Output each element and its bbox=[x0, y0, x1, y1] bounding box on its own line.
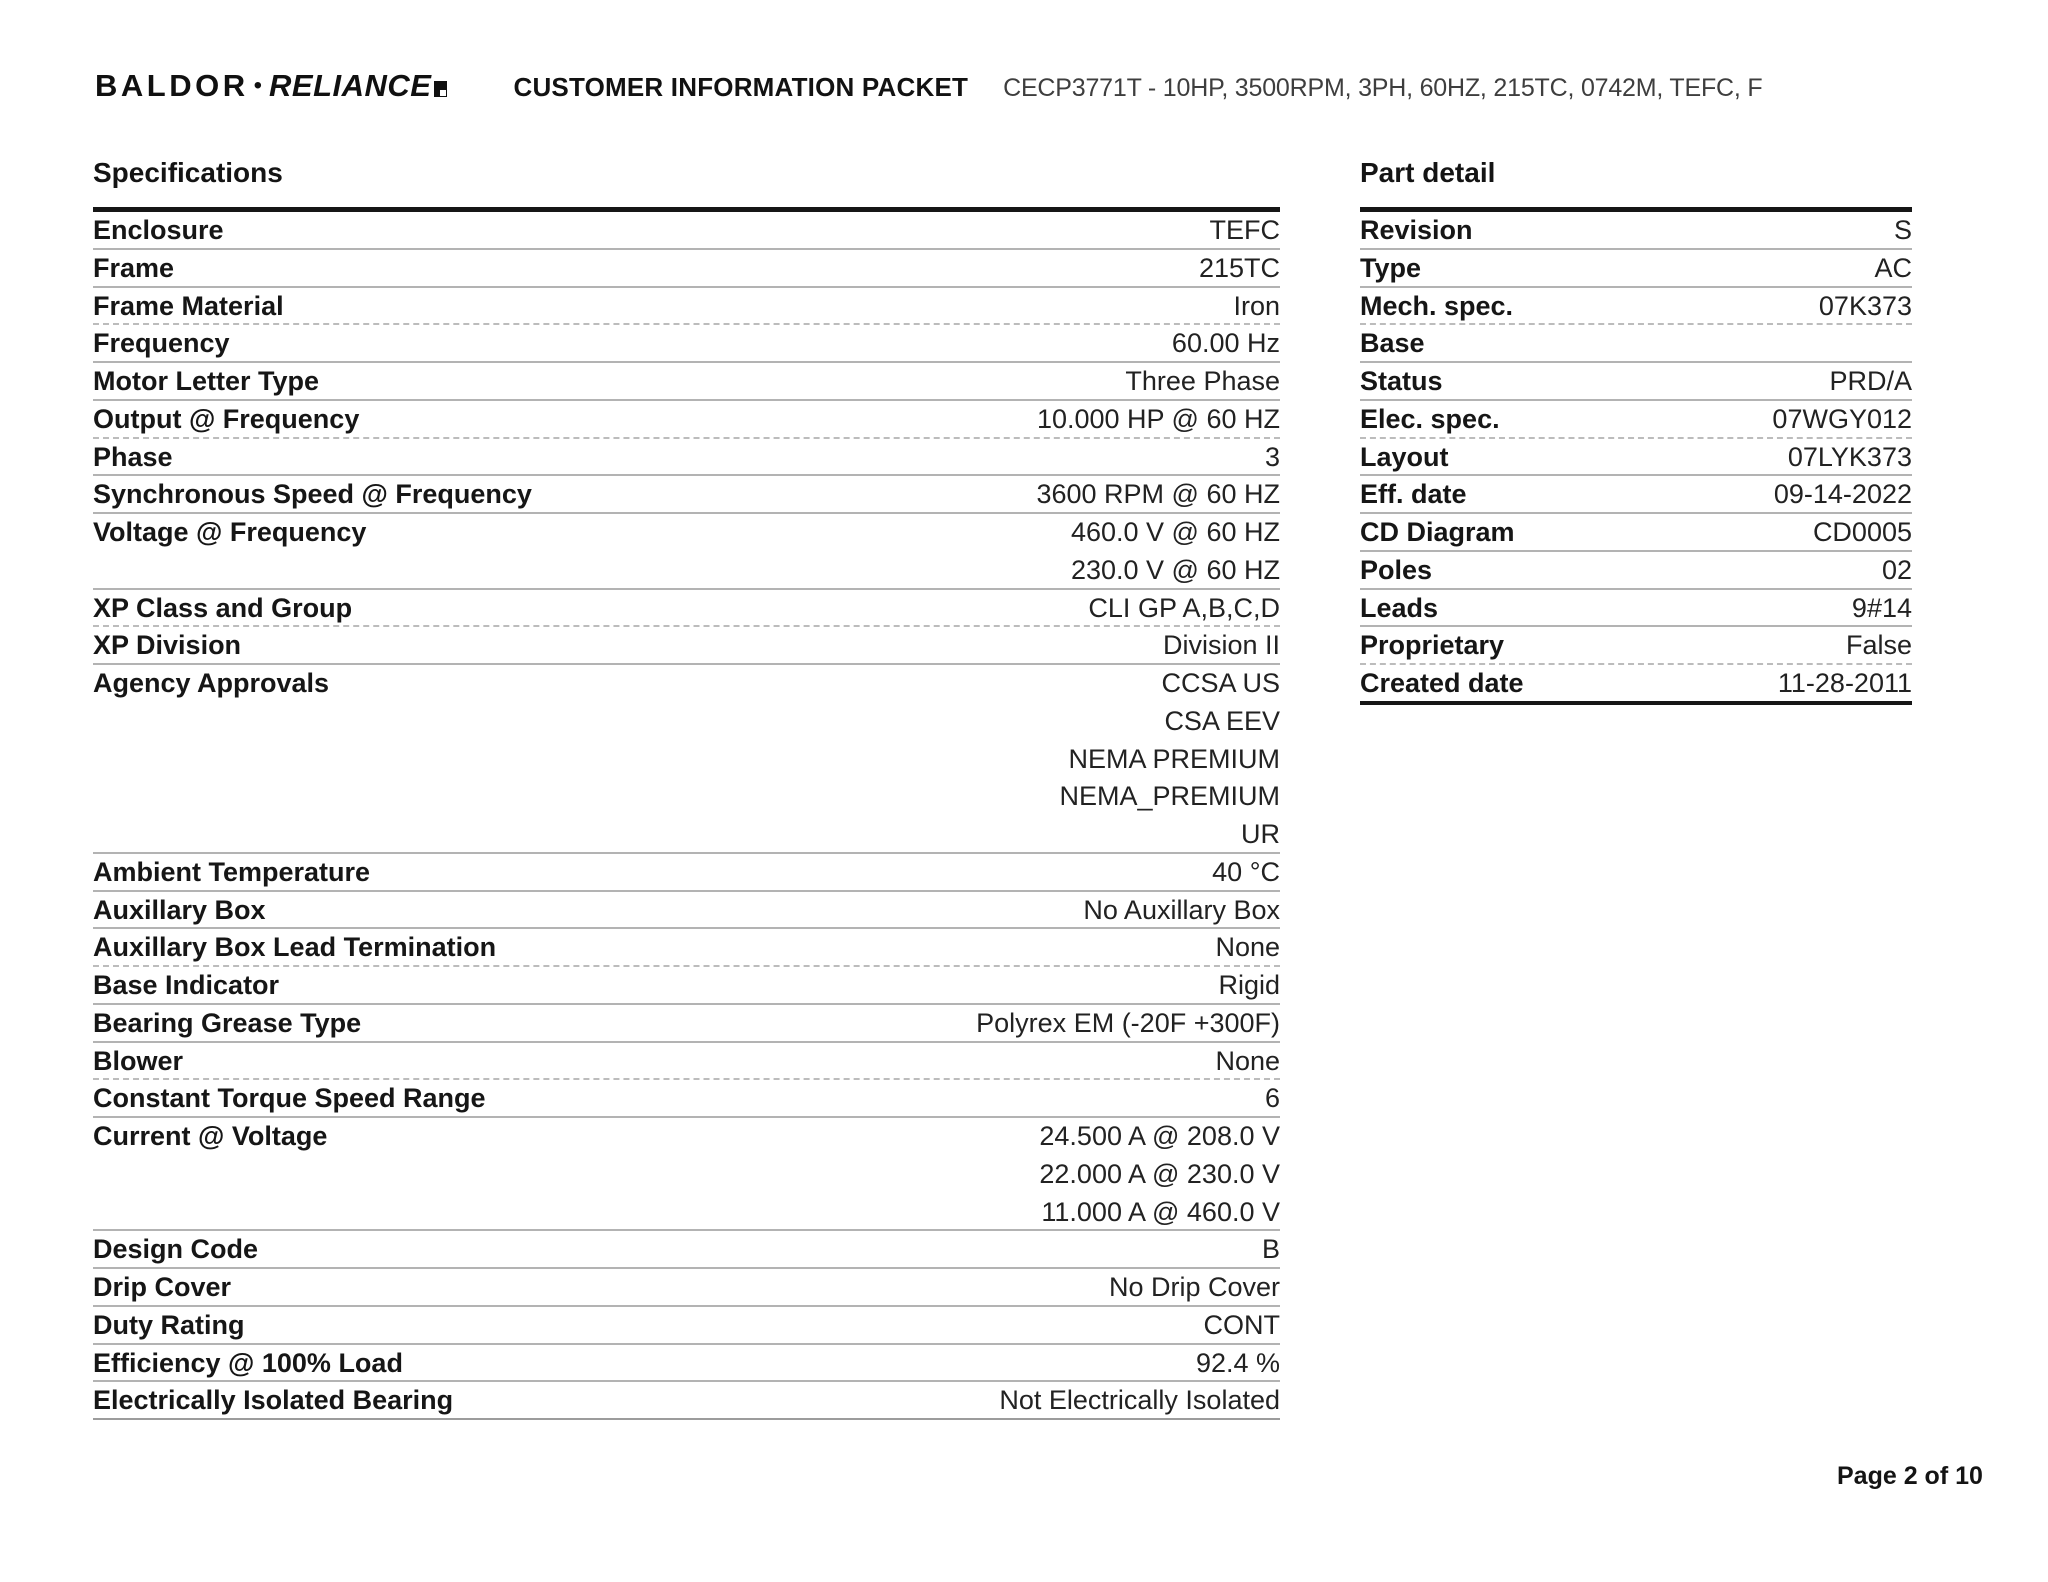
specifications-row bbox=[93, 929, 1280, 967]
row-values bbox=[1071, 514, 1280, 590]
row-value: False bbox=[1845, 630, 1912, 661]
row-label: XP Class and Group bbox=[93, 592, 353, 623]
part-detail-row bbox=[1360, 288, 1912, 326]
row-label: Auxillary Box Lead Termination bbox=[93, 932, 497, 963]
specifications-row bbox=[93, 476, 1280, 514]
specifications-row bbox=[93, 1080, 1280, 1118]
specifications-row bbox=[93, 514, 1280, 590]
row-value: UR bbox=[1241, 819, 1280, 849]
row-value: CSA EEV bbox=[1164, 705, 1280, 736]
part-detail-row bbox=[1360, 250, 1912, 288]
row-label: Current @ Voltage bbox=[93, 1121, 328, 1151]
row-label: Poles bbox=[1360, 554, 1433, 585]
row-values bbox=[1204, 1307, 1281, 1345]
row-values bbox=[1788, 439, 1912, 477]
document-title: CUSTOMER INFORMATION PACKET bbox=[513, 72, 969, 102]
row-values bbox=[1218, 967, 1280, 1005]
part-detail-row bbox=[1360, 401, 1912, 439]
part-detail-row bbox=[1360, 325, 1912, 363]
row-label: Output @ Frequency bbox=[93, 403, 360, 434]
row-label: Efficiency @ 100% Load bbox=[93, 1347, 403, 1378]
row-value: PRD/A bbox=[1829, 366, 1912, 396]
row-value: 230.0 V @ 60 HZ bbox=[1070, 554, 1280, 585]
row-value: None bbox=[1215, 932, 1280, 963]
row-label: Mech. spec. bbox=[1360, 290, 1514, 321]
row-value: 460.0 V @ 60 HZ bbox=[1070, 517, 1280, 547]
row-values bbox=[1059, 665, 1280, 854]
part-detail-row bbox=[1360, 439, 1912, 477]
row-label: Revision bbox=[1360, 215, 1473, 245]
specifications-table bbox=[93, 207, 1280, 1420]
row-label: Elec. spec. bbox=[1360, 403, 1500, 434]
row-label: Voltage @ Frequency bbox=[93, 517, 367, 547]
row-label: Frame Material bbox=[93, 290, 284, 321]
row-value: 11.000 A @ 460.0 V bbox=[1041, 1196, 1280, 1227]
row-value: 40 °C bbox=[1212, 856, 1280, 887]
part-detail-row bbox=[1360, 514, 1912, 552]
specifications-title: Specifications bbox=[93, 157, 283, 188]
row-label: Motor Letter Type bbox=[93, 366, 320, 396]
row-values bbox=[1199, 250, 1280, 288]
row-label: Eff. date bbox=[1360, 479, 1467, 510]
specifications-row bbox=[93, 1231, 1280, 1269]
row-label: Enclosure bbox=[93, 215, 224, 245]
row-value: TEFC bbox=[1209, 215, 1280, 245]
row-value: 07K373 bbox=[1818, 290, 1912, 321]
part-detail-row bbox=[1360, 627, 1912, 665]
row-label: Type bbox=[1360, 252, 1422, 283]
page-number: Page 2 of 10 bbox=[1837, 1462, 1983, 1490]
specifications-row bbox=[93, 1005, 1280, 1043]
specifications-row bbox=[93, 1307, 1280, 1345]
row-values bbox=[1846, 627, 1912, 665]
specifications-row bbox=[93, 892, 1280, 930]
part-detail-title: Part detail bbox=[1360, 157, 1496, 188]
row-values bbox=[1265, 1080, 1280, 1118]
row-value: Not Electrically Isolated bbox=[999, 1385, 1280, 1416]
row-values bbox=[1083, 892, 1280, 930]
row-values bbox=[1265, 439, 1280, 477]
row-values bbox=[1215, 929, 1280, 967]
row-values bbox=[1163, 627, 1280, 665]
logo-baldor-text: BALDOR bbox=[95, 68, 249, 103]
row-values bbox=[1829, 363, 1912, 401]
row-values bbox=[1882, 552, 1912, 590]
specifications-row bbox=[93, 1345, 1280, 1383]
row-value: 07WGY012 bbox=[1772, 403, 1912, 434]
row-value: Three Phase bbox=[1125, 366, 1280, 396]
part-detail-row bbox=[1360, 476, 1912, 514]
specifications-row bbox=[93, 665, 1280, 854]
specifications-row bbox=[93, 627, 1280, 665]
part-detail-row bbox=[1360, 665, 1912, 705]
row-values bbox=[1772, 401, 1912, 439]
specifications-row bbox=[93, 854, 1280, 892]
specifications-row bbox=[93, 363, 1280, 401]
page-header bbox=[95, 68, 1762, 104]
row-label: Bearing Grease Type bbox=[93, 1007, 362, 1038]
row-values bbox=[1196, 1345, 1280, 1383]
row-label: Phase bbox=[93, 441, 173, 472]
row-value: 02 bbox=[1881, 554, 1912, 585]
row-label: Layout bbox=[1360, 441, 1449, 472]
specifications-row bbox=[93, 1269, 1280, 1307]
row-value: 92.4 % bbox=[1195, 1347, 1280, 1378]
row-values bbox=[1774, 476, 1912, 514]
row-label: Base bbox=[1360, 328, 1425, 359]
row-values bbox=[1215, 1043, 1280, 1081]
row-values bbox=[999, 1382, 1280, 1420]
row-label: Drip Cover bbox=[93, 1272, 232, 1302]
part-detail-row bbox=[1360, 212, 1912, 250]
row-label: Frame bbox=[93, 252, 175, 283]
row-label: Constant Torque Speed Range bbox=[93, 1083, 486, 1114]
row-label: Blower bbox=[93, 1045, 184, 1076]
row-label: Created date bbox=[1360, 668, 1524, 698]
row-label: XP Division bbox=[93, 630, 242, 661]
row-value: 9#14 bbox=[1851, 592, 1912, 623]
row-values bbox=[1819, 288, 1912, 326]
row-label: CD Diagram bbox=[1360, 517, 1515, 547]
row-label: Agency Approvals bbox=[93, 668, 330, 698]
row-label: Leads bbox=[1360, 592, 1439, 623]
row-label: Base Indicator bbox=[93, 970, 280, 1000]
specifications-row bbox=[93, 439, 1280, 477]
row-label: Design Code bbox=[93, 1234, 259, 1265]
row-label: Synchronous Speed @ Frequency bbox=[93, 479, 532, 510]
logo-reliance-text: RELIANCE bbox=[269, 68, 432, 103]
logo-registered-mark-icon bbox=[434, 81, 447, 97]
row-values bbox=[976, 1005, 1280, 1043]
specifications-row bbox=[93, 212, 1280, 250]
row-value: None bbox=[1215, 1045, 1280, 1076]
row-label: Electrically Isolated Bearing bbox=[93, 1385, 454, 1416]
row-value: 60.00 Hz bbox=[1171, 328, 1280, 359]
specifications-row bbox=[93, 1382, 1280, 1420]
row-label: Ambient Temperature bbox=[93, 856, 371, 887]
specifications-row bbox=[93, 401, 1280, 439]
baldor-reliance-logo bbox=[95, 68, 447, 104]
logo-dot-separator: • bbox=[253, 72, 263, 99]
row-value: 07LYK373 bbox=[1787, 441, 1912, 472]
row-value: AC bbox=[1874, 252, 1912, 283]
row-values bbox=[1036, 476, 1280, 514]
part-detail-section bbox=[1360, 156, 1912, 705]
row-values bbox=[1210, 212, 1281, 250]
part-detail-row bbox=[1360, 363, 1912, 401]
row-values bbox=[1172, 325, 1280, 363]
row-value: NEMA PREMIUM bbox=[1068, 743, 1280, 774]
specifications-row bbox=[93, 250, 1280, 288]
row-values bbox=[1039, 1118, 1280, 1231]
specifications-row bbox=[93, 288, 1280, 326]
part-detail-row bbox=[1360, 552, 1912, 590]
specifications-row bbox=[93, 325, 1280, 363]
row-value: NEMA_PREMIUM bbox=[1059, 781, 1280, 812]
row-values bbox=[1874, 250, 1912, 288]
row-value: 3 bbox=[1264, 441, 1280, 472]
row-value: Polyrex EM (-20F +300F) bbox=[976, 1007, 1280, 1038]
document-subtitle: CECP3771T - 10HP, 3500RPM, 3PH, 60HZ, 215TC, 0742M, TEFC, F bbox=[1003, 74, 1763, 102]
row-values bbox=[1813, 514, 1912, 552]
specifications-section bbox=[93, 156, 1280, 1420]
row-value: No Auxillary Box bbox=[1083, 894, 1280, 925]
row-values bbox=[1212, 854, 1280, 892]
row-values bbox=[1894, 212, 1912, 250]
row-label: Auxillary Box bbox=[93, 894, 266, 925]
row-label: Duty Rating bbox=[93, 1309, 245, 1340]
row-values bbox=[1778, 665, 1912, 703]
row-label: Status bbox=[1360, 366, 1443, 396]
part-detail-row bbox=[1360, 590, 1912, 628]
row-values bbox=[1125, 363, 1280, 401]
row-value: Iron bbox=[1233, 290, 1280, 321]
row-value: CLI GP A,B,C,D bbox=[1088, 592, 1280, 623]
row-label: Frequency bbox=[93, 328, 230, 359]
row-value: 215TC bbox=[1198, 252, 1280, 283]
specifications-row bbox=[93, 967, 1280, 1005]
row-value: 3600 RPM @ 60 HZ bbox=[1036, 479, 1280, 510]
row-value: 24.500 A @ 208.0 V bbox=[1039, 1121, 1280, 1151]
row-values bbox=[1233, 288, 1280, 326]
row-value: CD0005 bbox=[1812, 517, 1912, 547]
row-value: Rigid bbox=[1218, 970, 1280, 1000]
row-value: B bbox=[1261, 1234, 1280, 1265]
row-value: No Drip Cover bbox=[1108, 1272, 1280, 1302]
row-value: 10.000 HP @ 60 HZ bbox=[1036, 403, 1280, 434]
row-values bbox=[1088, 590, 1280, 628]
row-value: Division II bbox=[1162, 630, 1280, 661]
row-value: CCSA US bbox=[1161, 668, 1280, 698]
specifications-row bbox=[93, 1043, 1280, 1081]
row-values bbox=[1852, 590, 1912, 628]
row-value: S bbox=[1893, 215, 1912, 245]
specifications-row bbox=[93, 590, 1280, 628]
part-detail-table bbox=[1360, 207, 1912, 705]
row-label: Proprietary bbox=[1360, 630, 1505, 661]
row-value: CONT bbox=[1203, 1309, 1280, 1340]
row-values bbox=[1262, 1231, 1280, 1269]
specifications-row bbox=[93, 1118, 1280, 1231]
row-value: 6 bbox=[1264, 1083, 1280, 1114]
row-value: 09-14-2022 bbox=[1773, 479, 1912, 510]
row-values bbox=[1037, 401, 1280, 439]
row-value: 22.000 A @ 230.0 V bbox=[1039, 1158, 1280, 1189]
row-value: 11-28-2011 bbox=[1777, 668, 1912, 698]
row-values bbox=[1109, 1269, 1280, 1307]
